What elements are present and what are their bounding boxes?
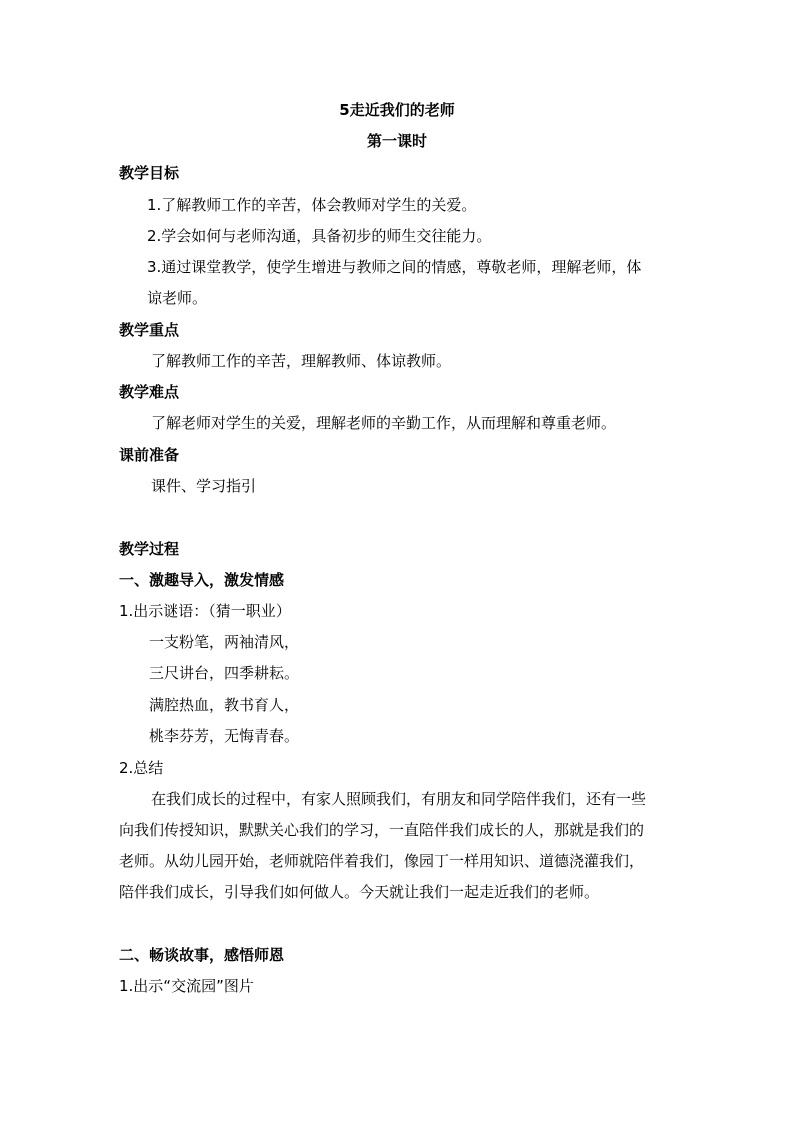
objective-item-3-line-2: 谅老师。 xyxy=(147,289,208,307)
key-points-heading: 教学重点 xyxy=(119,321,180,339)
riddle-line-2: 三尺讲台，四季耕耘。 xyxy=(149,664,300,682)
lesson-subtitle: 第一课时 xyxy=(366,132,427,150)
preparation-text: 课件、学习指引 xyxy=(151,477,257,495)
difficulties-text: 了解老师对学生的关爱，理解老师的辛勤工作，从而理解和尊重老师。 xyxy=(151,414,617,432)
objective-item-2: 2.学会如何与老师沟通，具备初步的师生交往能力。 xyxy=(147,227,492,245)
riddle-line-3: 满腔热血，教书育人， xyxy=(149,696,300,714)
part-1-heading: 一、激趣导入，激发情感 xyxy=(119,571,285,589)
objectives-heading: 教学目标 xyxy=(119,164,180,182)
summary-line-1: 在我们成长的过程中，有家人照顾我们，有朋友和同学陪伴我们，还有一些 xyxy=(151,790,647,808)
summary-line-2: 向我们传授知识，默默关心我们的学习，一直陪伴我们成长的人，那就是我们的 xyxy=(119,821,645,839)
objective-item-3-line-1: 3.通过课堂教学，使学生增进与教师之间的情感，尊敬老师，理解老师，体 xyxy=(147,258,642,276)
summary-line-4: 陪伴我们成长，引导我们如何做人。今天就让我们一起走近我们的老师。 xyxy=(119,883,600,901)
part-2-heading: 二、畅谈故事，感悟师恩 xyxy=(119,946,285,964)
document-title: 5走近我们的老师 xyxy=(339,101,455,119)
riddle-line-4: 桃李芬芳，无悔青春。 xyxy=(149,727,300,745)
preparation-heading: 课前准备 xyxy=(119,446,180,464)
part-1-step-1: 1.出示谜语：（猜一职业） xyxy=(119,602,291,620)
riddle-line-1: 一支粉笔，两袖清风， xyxy=(149,633,300,651)
part-1-step-2: 2.总结 xyxy=(119,759,164,777)
part-2-step-1: 1.出示“交流园”图片 xyxy=(119,977,254,995)
process-heading: 教学过程 xyxy=(119,540,180,558)
difficulties-heading: 教学难点 xyxy=(119,383,180,401)
objective-item-1: 1.了解教师工作的辛苦，体会教师对学生的关爱。 xyxy=(147,196,477,214)
key-points-text: 了解教师工作的辛苦，理解教师、体谅教师。 xyxy=(151,352,452,370)
summary-line-3: 老师。从幼儿园开始，老师就陪伴着我们，像园丁一样用知识、道德浇灌我们， xyxy=(119,852,645,870)
